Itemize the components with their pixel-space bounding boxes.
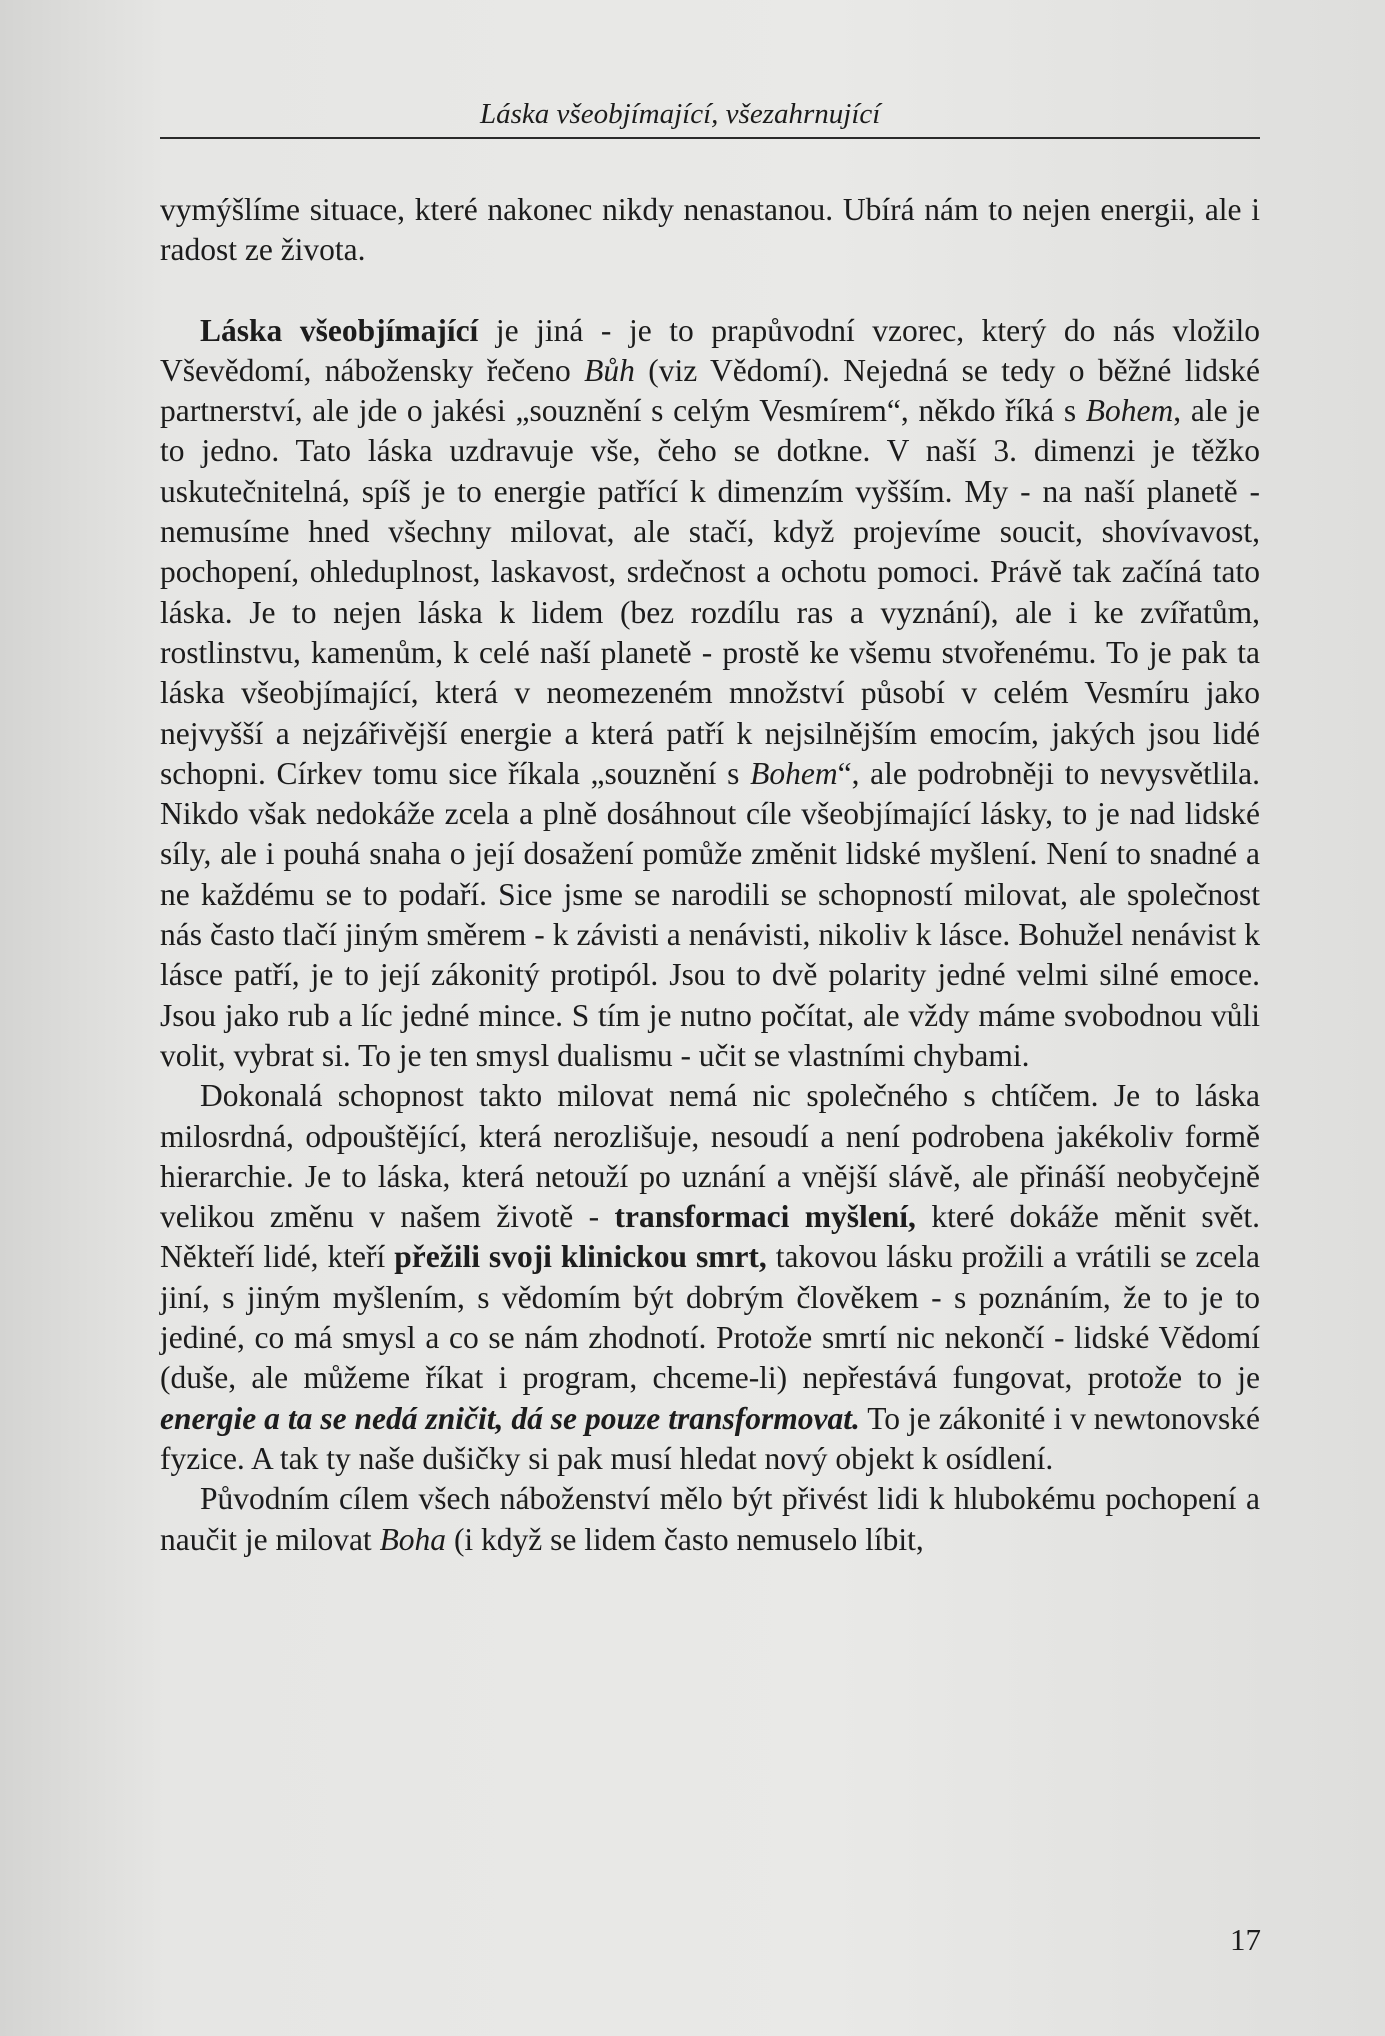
page-number: 17 <box>1230 1922 1261 1957</box>
italic-term: Bohem <box>1085 393 1174 429</box>
bold-term: transformaci myšlení, <box>614 1199 916 1235</box>
paragraph <box>160 1479 1260 1560</box>
header-rule <box>160 137 1260 139</box>
bold-italic-term: energie a ta se nedá zničit, dá se pouze transformovat. <box>160 1400 860 1436</box>
running-title: Láska všeobjímající, všezahrnující <box>480 98 881 130</box>
text-run: Dokonalá schopnost takto milovat nemá nic společného s chtíčem. Je to láska milosrdná, odpouštějící, která nerozlišuje, nesoudí a není podrobena jakékoliv formě hierarchie. Je to láska, která netouží po uznání a vnější slávě, ale přináší neobyčejně velikou změnu v našem životě - <box>160 1078 1260 1235</box>
bold-term: Láska všeobjímající <box>200 312 479 348</box>
bold-term: přežili svoji klinickou smrt, <box>394 1239 767 1275</box>
text-run: takovou lásku prožili a vrátili se zcela jiní, s jiným myšlením, s vědomím být dobrým člověkem - s poznáním, že to je to jediné, co má smysl a co se nám zhodnotí. Protože smrtí nic nekončí - lidské Vědomí (duše, ale můžeme říkat i program, chceme-li) nepřestává fungovat, protože to je <box>160 1239 1261 1396</box>
text-run: (viz Vědomí). Nejedná se tedy o běžné lidské partnerství, ale jde o jakési „souznění s celým Vesmírem“, někdo říká s <box>160 352 1261 429</box>
italic-term: Bohem <box>750 755 838 791</box>
italic-term: Boha <box>379 1521 447 1557</box>
text-run: které dokáže měnit svět. Někteří lidé, kteří <box>160 1199 1260 1275</box>
text-run: (i když se lidem často nemuselo líbit, <box>446 1521 924 1557</box>
text-run: To je zákonité i v newtonovské fyzice. A tak ty naše dušičky si pak musí hledat nový objekt k osídlení. <box>160 1400 1260 1476</box>
text-run: “, ale podrobněji to nevysvětlila. Nikdo však nedokáže zcela a plně dosáhnout cíle všeobjímající lásky, to je nad lidské síly, ale i pouhá snaha o její dosažení pomůže změnit lidské myšlení. Není to snadné a ne každému se to podaří. Sice jsme se narodili se schopností milovat, ale společnost nás často tlačí jiným směrem - k závisti a nenávisti, nikoliv k lásce. Bohužel nenávist k lásce patří, je to její zákonitý protipól. Jsou to dvě polarity jedné velmi silné emoce. Jsou jako rub a líc jedné mince. S tím je nutno počítat, ale vždy máme svobodnou vůli volit, vybrat si. To je ten smysl dualismu - učit se vlastními chybami. <box>160 755 1260 1073</box>
text-run: , ale je to jedno. Tato láska uzdravuje vše, čeho se dotkne. V naší 3. dimenzi je těžko uskutečnitelná, spíš je to energie patřící k dimenzím vyšším. My - na naší planetě - nemusíme hned všechny milovat, ale stačí, když projevíme soucit, shovívavost, pochopení, ohleduplnost, laskavost, srdečnost a ochotu pomoci. Právě tak začíná tato láska. Je to nejen láska k lidem (bez rozdílu ras a vyznání), ale i ke zvířatům, rostlinstvu, kamenům, k celé naší planetě - prostě ke všemu stvořenému. To je pak ta láska všeobjímající, která v neomezeném množství působí v celém Vesmíru jako nejvyšší a nejzářivější energie a která patří k nejsilnějším emocím, jakých jsou lidé schopni. Církev tomu sice říkala „souznění s <box>160 393 1261 791</box>
body-text <box>160 190 1260 1560</box>
text-run: vymýšlíme situace, které nakonec nikdy nenastanou. Ubírá nám to nejen energii, ale i radost ze života. <box>160 192 1260 268</box>
italic-term: Bůh <box>584 352 635 388</box>
paragraph <box>160 190 1260 271</box>
paragraph <box>160 311 1260 1077</box>
paragraph <box>160 1076 1260 1479</box>
text-run: je jiná - je to prapůvodní vzorec, který do nás vložilo Vševědomí, nábožensky řečeno <box>160 312 1260 388</box>
text-run: Původním cílem všech náboženství mělo být přivést lidi k hlubokému pochopení a naučit je milovat <box>160 1481 1260 1557</box>
